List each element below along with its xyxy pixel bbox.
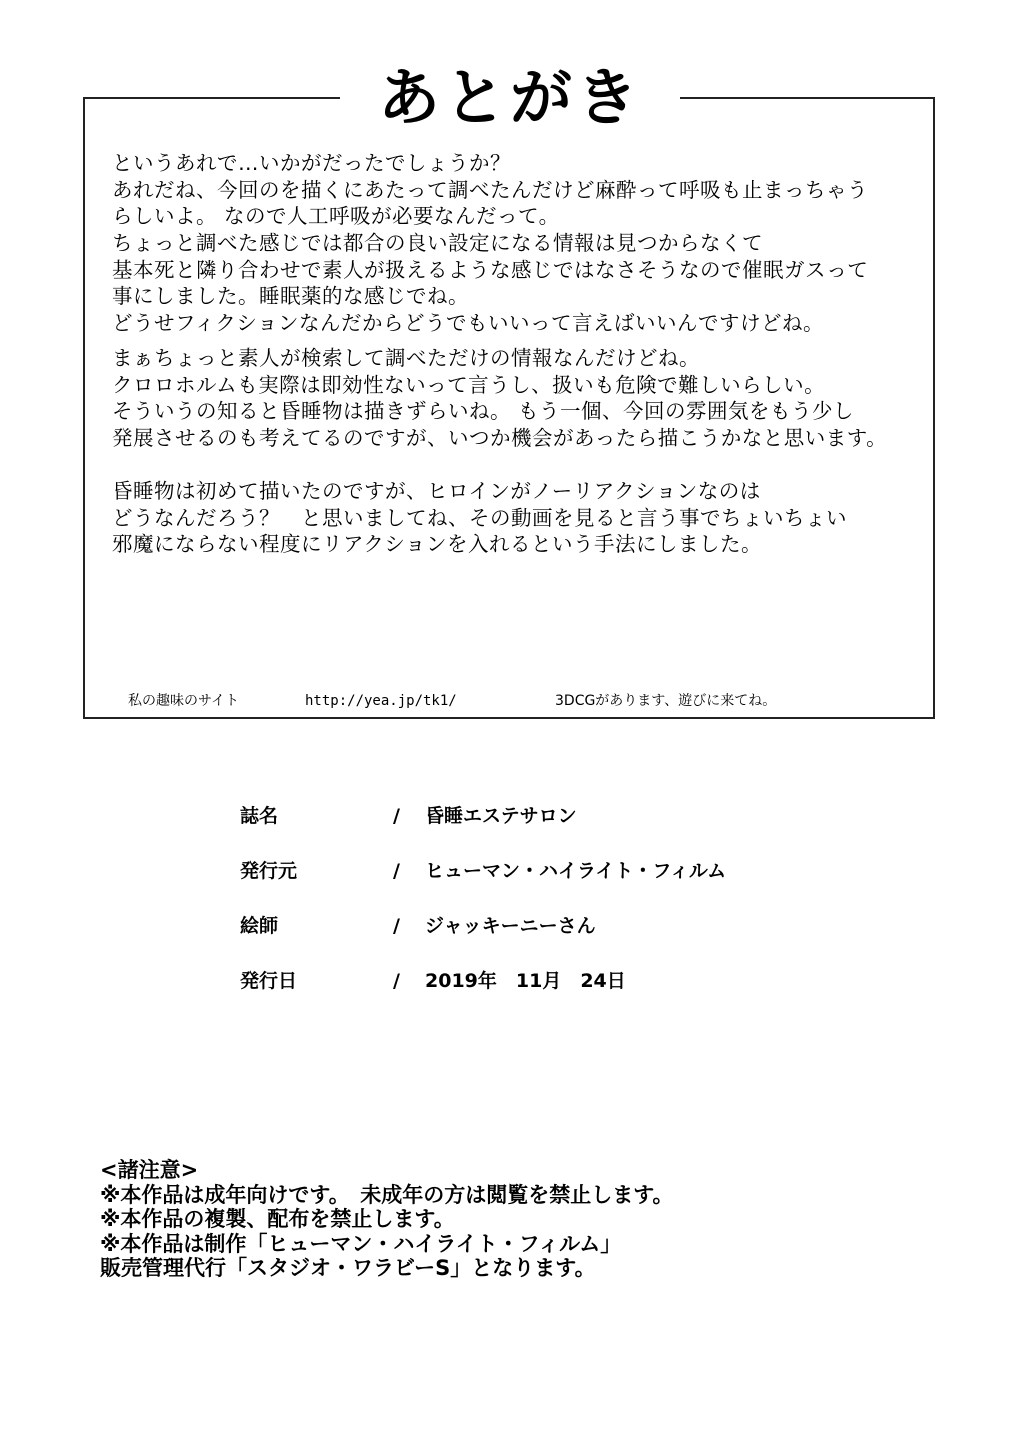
colophon-value: 昏睡エステサロン [425,805,577,827]
afterword-title: あとがき [340,58,680,138]
colophon-separator: / [393,915,400,937]
colophon-separator: / [393,970,400,992]
text-line: まぁちょっと素人が検索して調べただけの情報なんだけどね。 [112,346,700,370]
notices [100,1158,674,1281]
afterword-paragraph-1 [112,150,868,337]
site-note: 3DCGがあります、遊びに来てね。 [555,693,777,709]
colophon-label: 発行元 [240,860,298,882]
text-line: 事にしました。睡眠薬的な感じでね。 [112,284,469,309]
text-line: 邪魔にならない程度にリアクションを入れるという手法にしました。 [112,532,762,557]
text-line: というあれで…いかがだったでしょうか？ [112,151,511,175]
colophon-label: 絵師 [240,915,279,937]
afterword-paragraph-3 [112,478,847,558]
notice-line: ※本作品は制作「ヒューマン・ハイライト・フィルム」 [100,1231,622,1256]
colophon-value: 2019年 11月 24日 [425,970,626,992]
text-line: 基本死と隣り合わせで素人が扱えるような感じではなさそうなので催眠ガスって [112,257,869,282]
text-line: クロロホルムも実際は即効性ないって言うし、扱いも危険で難しいらしい。 [112,372,826,397]
text-line: そういうの知ると昏睡物は描きずらいね。 もう一個、今回の雰囲気をもう少し [112,399,855,424]
text-line: らしいよ。 なので人工呼吸が必要なんだって。 [112,204,560,229]
afterword-paragraph-2 [112,345,887,452]
text-line: どうなんだろう？ と思いましてね、その動画を見ると言う事でちょいちょい [112,505,847,530]
colophon-separator: / [393,805,400,827]
text-line: ちょっと調べた感じでは都合の良い設定になる情報は見つからなくて [112,231,763,256]
colophon-value: ヒューマン・ハイライト・フィルム [425,860,727,882]
notices-heading: <諸注意> [100,1158,199,1182]
colophon-label: 誌名 [240,805,279,827]
colophon-separator: / [393,860,400,882]
colophon-label: 発行日 [240,970,298,992]
site-url[interactable]: http://yea.jp/tk1/ [305,693,457,709]
text-line: 昏睡物は初めて描いたのですが、ヒロインがノーリアクションなのは [112,479,761,503]
notice-line: ※本作品は成年向けです。 未成年の方は閲覧を禁止します。 [100,1182,674,1207]
notice-line: 販売管理代行「スタジオ・ワラビーS」となります。 [100,1256,596,1280]
notice-line: ※本作品の複製、配布を禁止します。 [100,1207,455,1231]
colophon-value: ジャッキーニーさん [425,915,596,937]
text-line: 発展させるのも考えてるのですが、いつか機会があったら描こうかなと思います。 [112,426,888,451]
text-line: どうせフィクションなんだからどうでもいいって言えばいいんですけどね。 [112,311,824,336]
text-line: あれだね、今回のを描くにあたって調べたんだけど麻酔って呼吸も止まっちゃう [112,177,868,202]
site-label: 私の趣味のサイト [128,693,240,709]
